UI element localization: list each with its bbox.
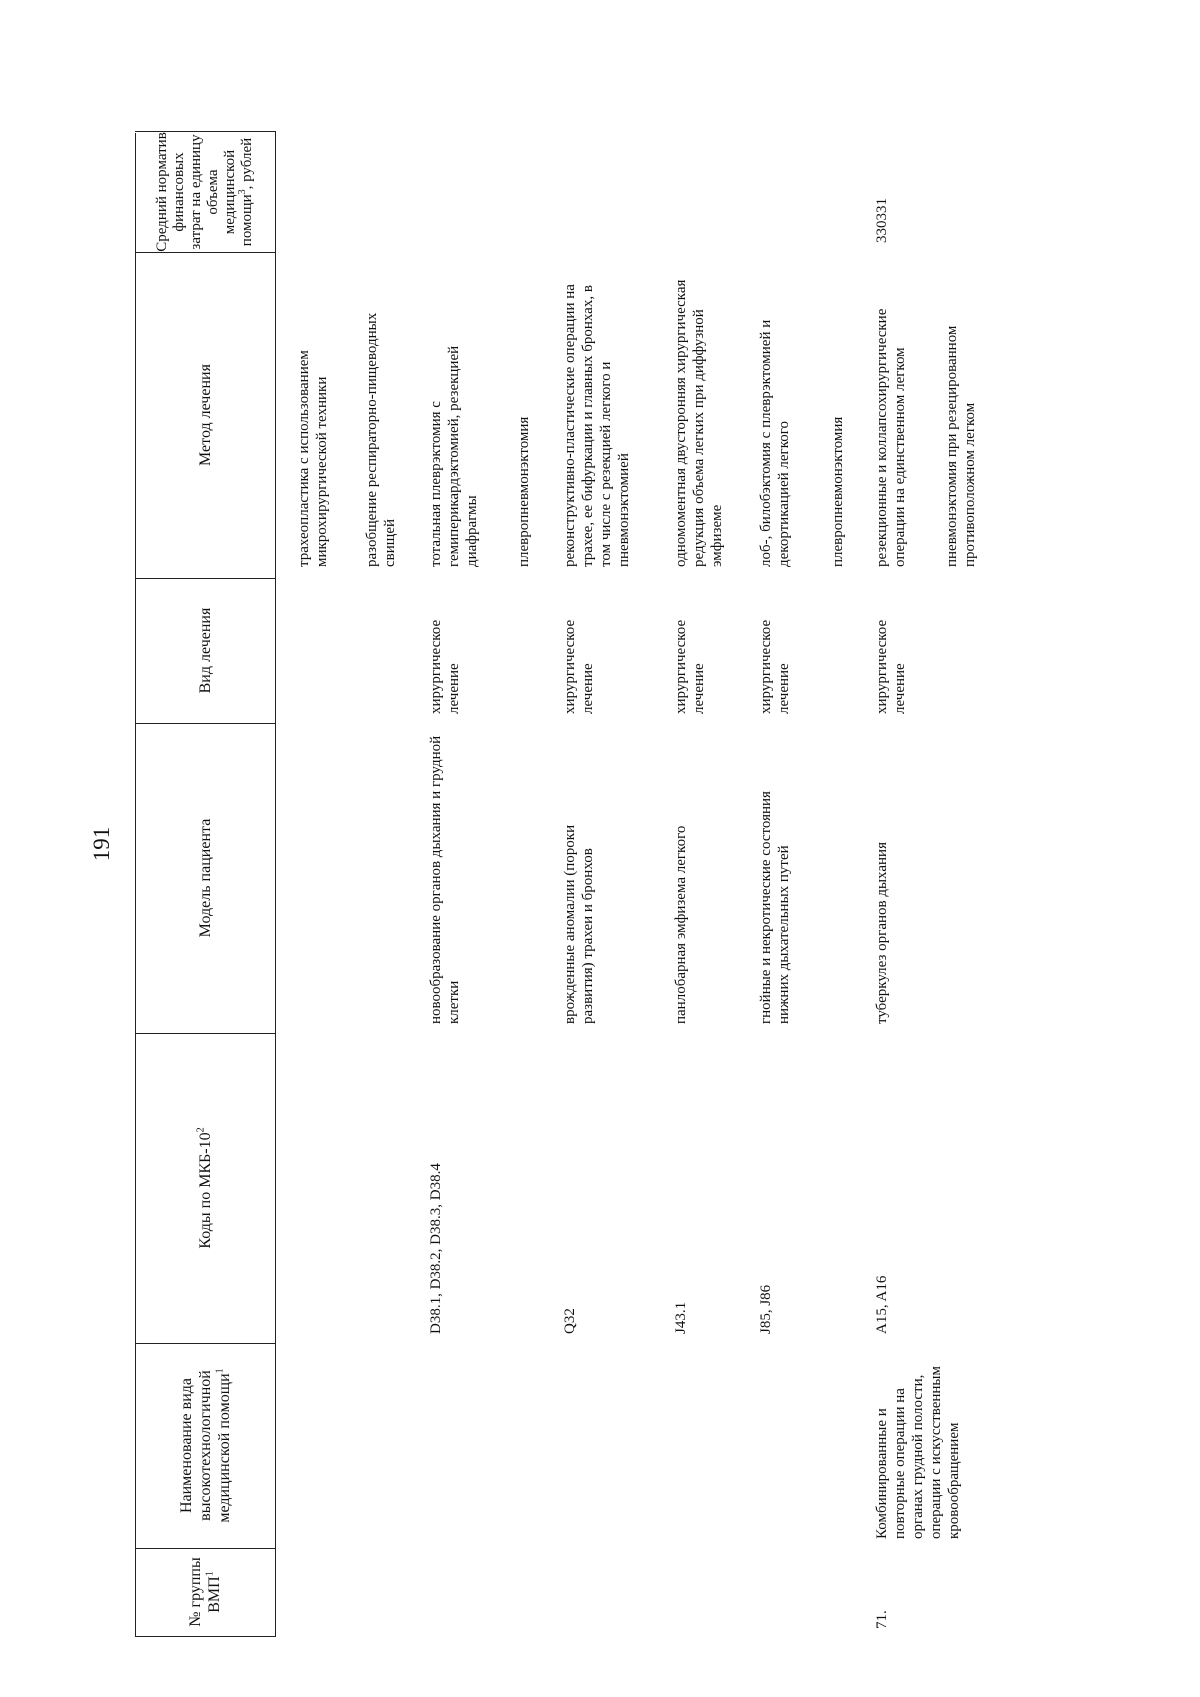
row-q32-type: хирургическое лечение bbox=[562, 619, 596, 714]
row-j43-model: панлобарная эмфизема легкого bbox=[673, 825, 689, 1024]
row-d38-method-2: плевропневмонэктомия bbox=[516, 416, 532, 567]
row-j85-codes: J85, J86 bbox=[758, 1284, 774, 1334]
row-71-name: Комбинированные и повторные операции на органах грудной полости, операции с искусственным кровообращением bbox=[874, 1366, 962, 1539]
row-q32-model: врожденные аномалии (пороки развития) трахеи и бронхов bbox=[562, 824, 596, 1024]
row-71-type: хирургическое лечение bbox=[874, 619, 908, 714]
row-d38-type: хирургическое лечение bbox=[428, 619, 462, 714]
rotated-table bbox=[135, 37, 1125, 1637]
method-tracheoplasty: трахеопластика с использованием микрохирургической техники bbox=[296, 350, 330, 567]
row-d38-method-1: тотальная плеврэктомия с гемиперикардэктомией, резекцией диафрагмы bbox=[428, 345, 480, 567]
header-treatment-method: Метод лечения bbox=[135, 252, 276, 579]
row-j43-type: хирургическое лечение bbox=[673, 619, 707, 714]
header-cost-standard: Средний норматив финансовых затрат на единицу объема медицинской помощи$^3$, рублей bbox=[135, 131, 276, 253]
header-patient-model: Модель пациента bbox=[135, 723, 276, 1034]
row-q32-codes: Q32 bbox=[562, 1308, 578, 1334]
row-d38-model: новообразование органов дыхания и грудной клетки bbox=[428, 735, 462, 1024]
row-q32-method-1: реконструктивно-пластические операции на трахее, ее бифуркации и главных бронхах, в том числе с резекцией легкого и пневмонэктомией bbox=[562, 284, 632, 567]
row-71-cost: 330331 bbox=[874, 198, 890, 243]
row-j85-type: хирургическое лечение bbox=[758, 619, 792, 714]
row-j43-codes: J43.1 bbox=[673, 1301, 689, 1334]
header-icd-codes: Коды по МКБ-$10^2$ bbox=[135, 1033, 276, 1344]
header-treatment-type: Вид лечения bbox=[135, 578, 276, 724]
page-number: 191 bbox=[89, 826, 114, 862]
header-group-number: № группы ВМП$^1$ bbox=[135, 1548, 276, 1637]
row-j43-method-1: одномоментная двусторонняя хирургическая редукция объема легких при диффузной эмфиземе bbox=[673, 279, 725, 567]
row-71-method-1: резекционные и коллапсохирургические операции на единственном легком bbox=[874, 308, 908, 567]
method-fistula-separation: разобщение респираторно-пищеводных свищей bbox=[364, 312, 398, 567]
header-vmp-name: Наименование вида высокотехнологичной медицинской помощи$^1$ bbox=[135, 1343, 276, 1549]
row-71-method-2: пневмонэктомия при резецированном противоположном легком bbox=[944, 325, 978, 567]
row-j85-model: гнойные и некротические состояния нижних дыхательных путей bbox=[758, 791, 792, 1024]
row-71-model: туберкулез органов дыхания bbox=[874, 842, 890, 1024]
row-71-codes: A15, A16 bbox=[874, 1275, 890, 1334]
row-d38-codes: D38.1, D38.2, D38.3, D38.4 bbox=[428, 1163, 444, 1334]
row-j85-method-1: лоб-, билобэктомия с плеврэктомией и декортикацией легкого bbox=[758, 319, 792, 567]
row-71-number: 71. bbox=[874, 1610, 890, 1629]
row-j85-method-2: плевропневмонэктомия bbox=[830, 416, 846, 567]
